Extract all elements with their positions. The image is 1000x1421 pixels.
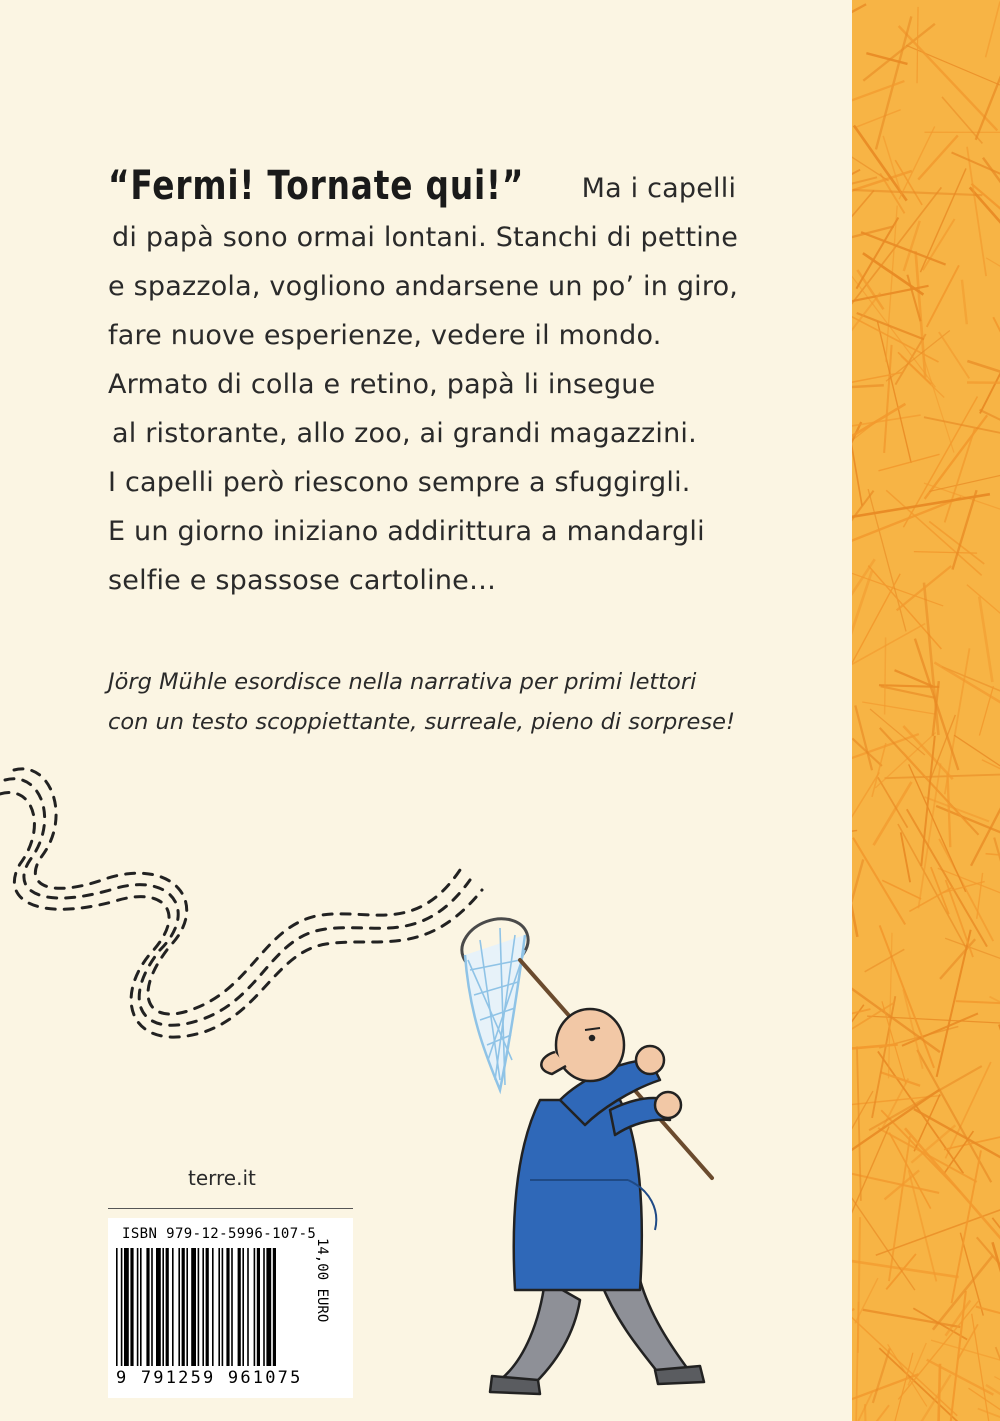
blurb-line: al ristorante, allo zoo, ai grandi magazzini. bbox=[112, 418, 697, 449]
blurb-line: di papà sono ormai lontani. Stanchi di pettine bbox=[112, 222, 739, 253]
author-note-line: Jörg Mühle esordisce nella narrativa per primi lettori bbox=[108, 669, 697, 695]
isbn-label: ISBN 979-12-5996-107-5 bbox=[122, 1226, 317, 1242]
blurb-line: fare nuove esperienze, vedere il mondo. bbox=[108, 320, 662, 351]
blurb-first-line bbox=[108, 160, 828, 213]
blurb-line: Armato di colla e retino, papà li insegue bbox=[108, 369, 656, 400]
orange-scribble-spine bbox=[852, 0, 1000, 1421]
blurb-text bbox=[108, 160, 828, 605]
blurb-line: Ma i capelli bbox=[581, 173, 737, 204]
blurb-line: selfie e spassose cartoline… bbox=[108, 565, 497, 596]
barcode-digits: 9 791259 961075 bbox=[116, 1368, 303, 1388]
barcode-block bbox=[108, 1218, 353, 1398]
divider-line bbox=[108, 1208, 353, 1209]
publisher-website: terre.it bbox=[188, 1166, 256, 1190]
blurb-line: E un giorno iniziano addirittura a mandargli bbox=[108, 516, 705, 547]
author-note-line: con un testo scoppiettante, surreale, pieno di sorprese! bbox=[108, 709, 735, 735]
price-label: 14,00 EURO bbox=[314, 1238, 330, 1323]
barcode-icon bbox=[116, 1248, 321, 1366]
exclamation-title: “Fermi! Tornate qui!” bbox=[108, 163, 525, 209]
blurb-line: I capelli però riescono sempre a sfuggirgli. bbox=[108, 467, 691, 498]
blurb-line: e spazzola, vogliono andarsene un po’ in giro, bbox=[108, 271, 739, 302]
author-note bbox=[108, 662, 848, 742]
